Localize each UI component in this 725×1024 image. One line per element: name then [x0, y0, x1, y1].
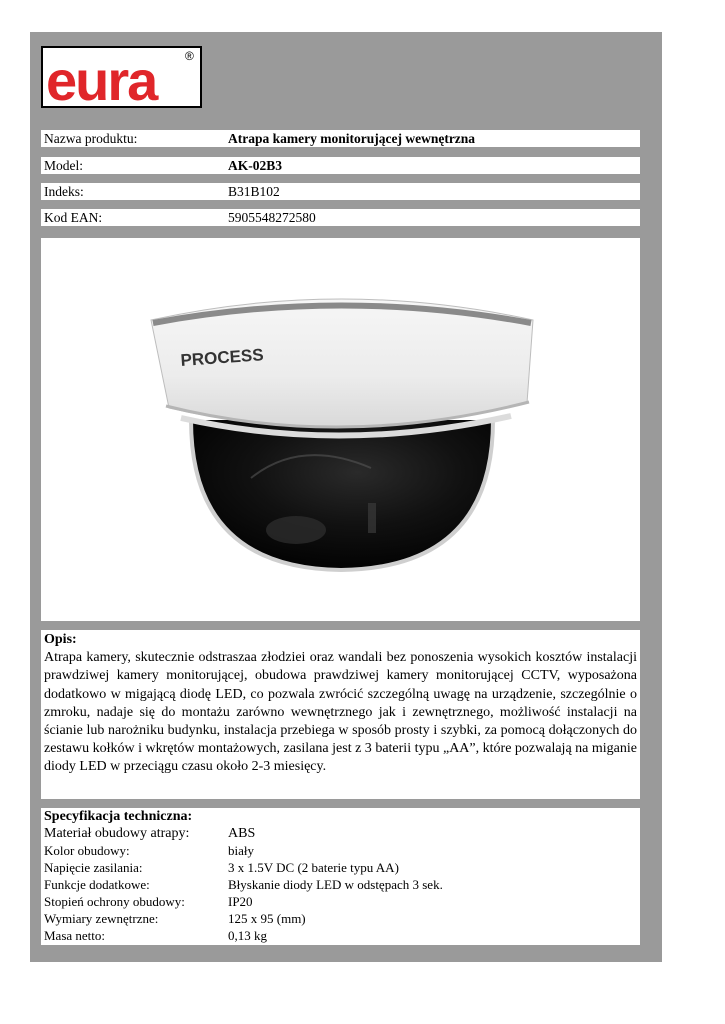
svg-text:eura: eura	[46, 49, 157, 108]
product-name-label: Nazwa produktu:	[44, 131, 138, 146]
product-name-value: Atrapa kamery monitorującej wewnętrzna	[228, 131, 476, 146]
specification-section	[41, 808, 640, 945]
index-value: B31B102	[228, 184, 280, 199]
ean-row	[41, 209, 640, 226]
product-sheet	[30, 32, 662, 962]
svg-text:PROCESS: PROCESS	[179, 345, 265, 370]
spec-label: Kolor obudowy:	[44, 843, 130, 858]
spec-label: Napięcie zasilania:	[44, 860, 143, 875]
spec-value: 3 x 1.5V DC (2 baterie typu AA)	[228, 860, 399, 875]
model-value: AK-02B3	[228, 158, 282, 173]
specification-heading: Specyfikacja techniczna:	[44, 809, 193, 824]
description-text: Atrapa kamery, skutecznie odstraszaa złodziei oraz wandali bez ponoszenia wysokich kosztów instalacji prawdziwej kamery monitorującej, obudowa prawdziwej kamery monitorującej CCTV, wyposażona dodatkowo w migającą diodę LED, co pozwala zwrócić szczególną uwagę na urządzenie, szczególnie o zmroku, nadaje się do montażu zarówno wewnętrznego jak i zewnętrznego, możliwość instalacji na ścianie lub narożniku budynku, instalacja przebiega w sposób prosty i szybki, za pomocą dołączonych do zestawu kołków i wkrętów montażowych, zasilana jest z 3 baterii typu „AA”, które pozwalają na miganie diody LED w przeciągu czasu około 2-3 miesięcy.	[44, 650, 637, 775]
spec-row	[44, 825, 637, 842]
spec-row	[44, 842, 637, 859]
spec-value: Błyskanie diody LED w odstępach 3 sek.	[228, 877, 443, 892]
spec-value: ABS	[228, 826, 256, 841]
spec-row	[44, 927, 637, 944]
model-row	[41, 157, 640, 174]
model-label: Model:	[44, 158, 83, 173]
spec-row	[44, 876, 637, 893]
brand-logo	[41, 46, 202, 108]
description-section	[41, 630, 640, 799]
product-photo	[41, 238, 640, 621]
spec-label: Masa netto:	[44, 928, 106, 943]
spec-label: Materiał obudowy atrapy:	[44, 826, 190, 841]
spec-label: Funkcje dodatkowe:	[44, 877, 150, 892]
spec-row	[44, 859, 637, 876]
spec-row	[44, 893, 637, 910]
ean-label: Kod EAN:	[44, 210, 103, 225]
spec-value: 125 x 95 (mm)	[228, 911, 306, 926]
dome-camera-icon	[41, 238, 640, 621]
spec-label: Stopień ochrony obudowy:	[44, 894, 185, 909]
svg-text:®: ®	[185, 49, 194, 63]
spec-value: 0,13 kg	[228, 928, 267, 943]
description-heading: Opis:	[44, 632, 77, 647]
spec-label: Wymiary zewnętrzne:	[44, 911, 159, 926]
spec-row	[44, 910, 637, 927]
index-label: Indeks:	[44, 184, 84, 199]
index-row	[41, 183, 640, 200]
spec-value: biały	[228, 843, 254, 858]
spec-value: IP20	[228, 894, 253, 909]
ean-value: 5905548272580	[228, 210, 316, 225]
product-name-row	[41, 130, 640, 147]
eura-logo-icon	[41, 46, 202, 108]
